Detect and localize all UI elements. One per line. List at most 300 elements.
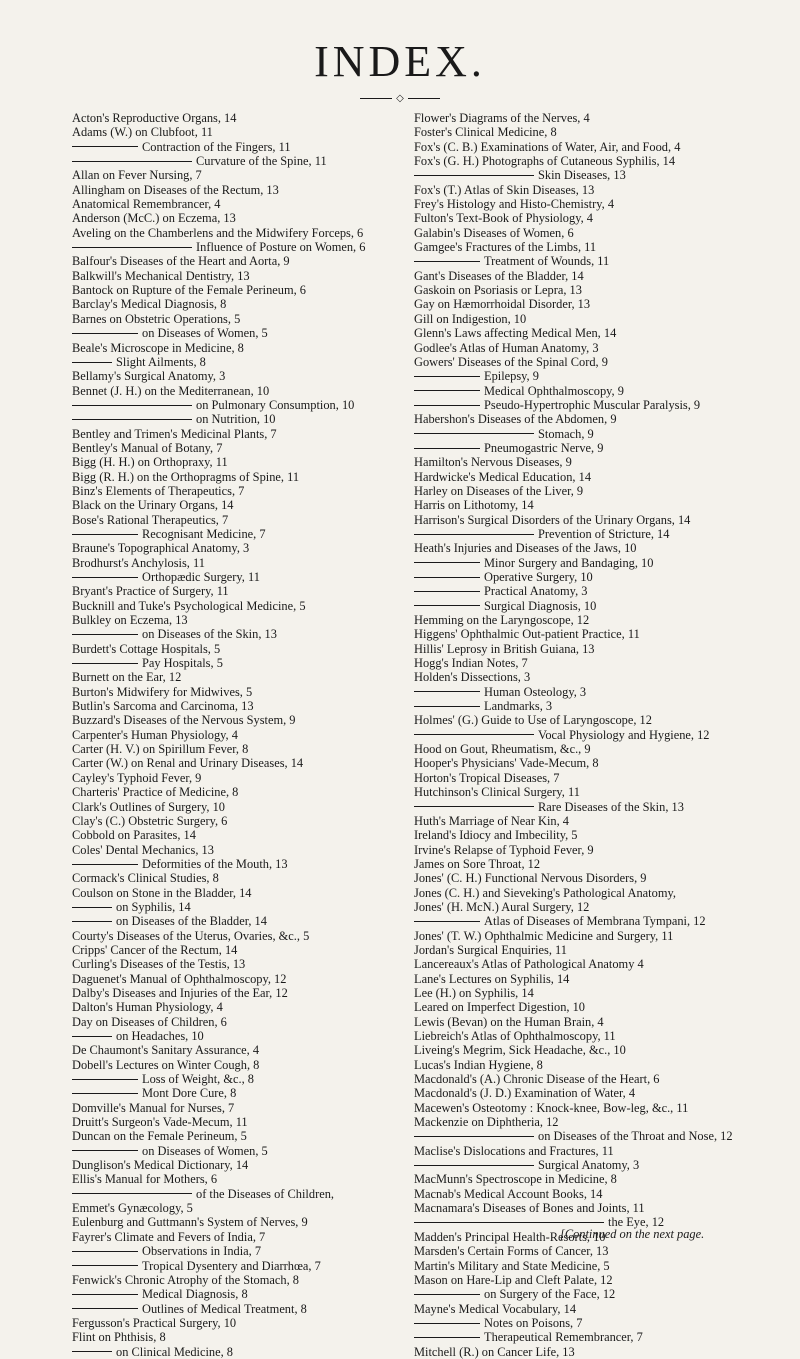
index-entry-text: Gaskoin on Psoriasis or Lepra, 13 xyxy=(414,283,582,298)
index-entry-text: Burton's Midwifery for Midwives, 5 xyxy=(72,684,253,699)
index-entry xyxy=(414,1101,766,1115)
ditto-rule xyxy=(72,362,112,363)
ditto-rule xyxy=(72,907,112,908)
ornament-rule-right xyxy=(408,98,440,99)
index-entry-text: Foster's Clinical Medicine, 8 xyxy=(414,125,557,140)
ditto-rule xyxy=(414,921,480,922)
index-entry-text: Liveing's Megrim, Sick Headache, &c., 10 xyxy=(414,1043,626,1058)
index-entry xyxy=(414,1172,766,1186)
index-entry xyxy=(72,484,392,498)
index-entry-text: Braune's Topographical Anatomy, 3 xyxy=(72,541,250,556)
index-entry xyxy=(72,527,392,541)
index-entry xyxy=(72,355,392,369)
index-entry xyxy=(72,183,392,197)
index-entry-text: Mackenzie on Diphtheria, 12 xyxy=(414,1115,559,1130)
index-entry-text: Cayley's Typhoid Fever, 9 xyxy=(72,770,202,785)
index-entry xyxy=(72,226,392,240)
index-entry-text: Cobbold on Parasites, 14 xyxy=(72,828,196,843)
ditto-rule xyxy=(414,1222,604,1223)
index-entry xyxy=(72,584,392,598)
index-entry-text: Harrison's Surgical Disorders of the Urinary Organs, 14 xyxy=(414,512,691,527)
index-entry-text: Slight Ailments, 8 xyxy=(116,354,206,369)
index-entry-text: Daguenet's Manual of Ophthalmoscopy, 12 xyxy=(72,971,287,986)
index-entry xyxy=(72,957,392,971)
index-entry xyxy=(414,498,766,512)
index-entry-text: Allingham on Diseases of the Rectum, 13 xyxy=(72,182,279,197)
index-entry xyxy=(414,326,766,340)
index-entry-text: on Surgery of the Face, 12 xyxy=(484,1287,616,1302)
index-entry xyxy=(72,1172,392,1186)
index-entry xyxy=(414,929,766,943)
index-entry xyxy=(72,283,392,297)
index-entry-text: Fox's (G. H.) Photographs of Cutaneous Syphilis, 14 xyxy=(414,154,676,169)
index-entry-text: Bennet (J. H.) on the Mediterranean, 10 xyxy=(72,383,270,398)
index-entry xyxy=(414,341,766,355)
index-entry xyxy=(72,1086,392,1100)
index-entry xyxy=(72,843,392,857)
index-entry xyxy=(414,986,766,1000)
index-entry xyxy=(72,240,392,254)
ditto-rule xyxy=(414,390,480,391)
index-entry-text: Hamilton's Nervous Diseases, 9 xyxy=(414,455,572,470)
index-entry xyxy=(72,341,392,355)
index-entry xyxy=(72,685,392,699)
index-entry-text: Gamgee's Fractures of the Limbs, 11 xyxy=(414,240,597,255)
index-entry xyxy=(414,427,766,441)
ditto-rule xyxy=(414,577,480,578)
index-entry-text: Carter (H. V.) on Spirillum Fever, 8 xyxy=(72,742,249,757)
index-entry xyxy=(72,441,392,455)
index-entry-text: Stomach, 9 xyxy=(538,426,594,441)
ditto-rule xyxy=(414,1323,480,1324)
index-entry-text: on Diseases of Women, 5 xyxy=(142,326,268,341)
index-entry xyxy=(414,513,766,527)
index-entry xyxy=(72,326,392,340)
index-entry-text: Curling's Diseases of the Testis, 13 xyxy=(72,957,246,972)
ditto-rule xyxy=(414,734,534,735)
index-entry-text: Adams (W.) on Clubfoot, 11 xyxy=(72,125,213,140)
index-entry-text: on Diseases of the Skin, 13 xyxy=(142,627,277,642)
index-entry-text: Bose's Rational Therapeutics, 7 xyxy=(72,512,229,527)
index-entry-text: Emmet's Gynæcology, 5 xyxy=(72,1201,193,1216)
index-entry xyxy=(72,384,392,398)
index-entry xyxy=(414,412,766,426)
index-entry-text: Notes on Poisons, 7 xyxy=(484,1315,583,1330)
index-entry xyxy=(72,771,392,785)
index-entry xyxy=(414,771,766,785)
index-entry-text: Hogg's Indian Notes, 7 xyxy=(414,656,528,671)
index-entry-text: Binz's Elements of Therapeutics, 7 xyxy=(72,483,245,498)
index-entry xyxy=(414,1043,766,1057)
index-entry-text: Courty's Diseases of the Uterus, Ovaries, &c., 5 xyxy=(72,928,310,943)
index-entry-text: Day on Diseases of Children, 6 xyxy=(72,1014,227,1029)
index-entry xyxy=(72,498,392,512)
index-entry xyxy=(72,1144,392,1158)
index-entry-text: Barnes on Obstetric Operations, 5 xyxy=(72,311,241,326)
index-entry-text: Charteris' Practice of Medicine, 8 xyxy=(72,785,239,800)
index-entry-text: Deformities of the Mouth, 13 xyxy=(142,856,288,871)
index-entry-text: Buzzard's Diseases of the Nervous System, 9 xyxy=(72,713,296,728)
index-entry-text: Irvine's Relapse of Typhoid Fever, 9 xyxy=(414,842,594,857)
index-entry xyxy=(414,871,766,885)
index-entry xyxy=(414,556,766,570)
ditto-rule xyxy=(414,605,480,606)
index-entry-text: Fulton's Text-Book of Physiology, 4 xyxy=(414,211,593,226)
index-entry-text: Treatment of Wounds, 11 xyxy=(484,254,610,269)
index-entry xyxy=(414,1000,766,1014)
ditto-rule xyxy=(72,1150,138,1151)
ditto-rule xyxy=(72,419,192,420)
index-entry xyxy=(72,168,392,182)
index-entry xyxy=(72,427,392,441)
index-entry-text: Bellamy's Surgical Anatomy, 3 xyxy=(72,369,226,384)
index-entry-text: on Headaches, 10 xyxy=(116,1029,204,1043)
index-entry-text: Carpenter's Human Physiology, 4 xyxy=(72,727,238,742)
index-entry xyxy=(72,211,392,225)
index-entry-text: Hardwicke's Medical Education, 14 xyxy=(414,469,592,484)
index-entry-text: Balfour's Diseases of the Heart and Aorta, 9 xyxy=(72,254,290,269)
index-entry-text: Mason on Hare-Lip and Cleft Palate, 12 xyxy=(414,1272,613,1287)
index-entry-text: Macdonald's (A.) Chronic Disease of the Heart, 6 xyxy=(414,1072,660,1087)
index-entry xyxy=(72,728,392,742)
index-entry-text: Bigg (R. H.) on the Orthopragms of Spine, 11 xyxy=(72,469,300,484)
index-entry-text: Habershon's Diseases of the Abdomen, 9 xyxy=(414,412,617,427)
index-entry xyxy=(414,1244,766,1258)
index-entry-text: Anderson (McC.) on Eczema, 13 xyxy=(72,211,236,226)
index-entry-text: Bentley's Manual of Botany, 7 xyxy=(72,440,223,455)
index-entry-text: Fox's (T.) Atlas of Skin Diseases, 13 xyxy=(414,182,595,197)
index-entry-text: Ireland's Idiocy and Imbecility, 5 xyxy=(414,828,578,843)
index-entry-text: Huth's Marriage of Near Kin, 4 xyxy=(414,813,570,828)
page-title: INDEX. xyxy=(314,37,486,86)
index-entry xyxy=(72,297,392,311)
index-entry-text: Maclise's Dislocations and Fractures, 11 xyxy=(414,1143,614,1158)
index-entry xyxy=(414,254,766,268)
index-entry xyxy=(414,154,766,168)
index-entry-text: Pay Hospitals, 5 xyxy=(142,656,223,671)
index-entry-text: Glenn's Laws affecting Medical Men, 14 xyxy=(414,326,617,341)
ditto-rule xyxy=(72,247,192,248)
index-entry xyxy=(72,1158,392,1172)
index-entry-text: Dalby's Diseases and Injuries of the Ear, 12 xyxy=(72,985,288,1000)
ditto-rule xyxy=(414,448,480,449)
ditto-rule xyxy=(72,333,138,334)
index-entry-text: Hood on Gout, Rheumatism, &c., 9 xyxy=(414,742,591,757)
index-entry xyxy=(414,943,766,957)
index-entry-text: the Eye, 12 xyxy=(608,1215,665,1230)
index-entry xyxy=(72,656,392,670)
index-entry-text: MacMunn's Spectroscope in Medicine, 8 xyxy=(414,1172,617,1187)
index-entry xyxy=(414,111,766,125)
ditto-rule xyxy=(414,806,534,807)
index-entry-text: Higgens' Ophthalmic Out-patient Practice, 11 xyxy=(414,627,640,642)
index-entry xyxy=(414,627,766,641)
index-entry-text: Pseudo-Hypertrophic Muscular Paralysis, 9 xyxy=(484,397,701,412)
index-entry-text: Marsden's Certain Forms of Cancer, 13 xyxy=(414,1244,609,1259)
index-entry xyxy=(72,943,392,957)
ditto-rule xyxy=(414,691,480,692)
index-entry xyxy=(414,656,766,670)
index-entry xyxy=(414,470,766,484)
index-entry-text: Horton's Tropical Diseases, 7 xyxy=(414,770,560,785)
index-entry xyxy=(414,728,766,742)
index-entry xyxy=(72,154,392,168)
index-entry-text: De Chaumont's Sanitary Assurance, 4 xyxy=(72,1043,260,1058)
index-entry xyxy=(414,756,766,770)
index-entry xyxy=(414,685,766,699)
index-entry-text: Holden's Dissections, 3 xyxy=(414,670,531,685)
ditto-rule xyxy=(414,405,480,406)
index-entry-text: Harris on Lithotomy, 14 xyxy=(414,498,534,513)
index-entry xyxy=(414,570,766,584)
index-entry-text: Practical Anatomy, 3 xyxy=(484,584,588,599)
ditto-rule xyxy=(72,1036,112,1037)
index-entry xyxy=(72,670,392,684)
index-entry xyxy=(72,541,392,555)
index-entry xyxy=(414,914,766,928)
index-entry-text: Jones' (C. H.) Functional Nervous Disorders, 9 xyxy=(414,871,647,886)
index-entry-text: Dunglison's Medical Dictionary, 14 xyxy=(72,1158,249,1173)
ditto-rule xyxy=(414,1294,480,1295)
index-entry-text: Minor Surgery and Bandaging, 10 xyxy=(484,555,654,570)
ditto-rule xyxy=(72,1294,138,1295)
ditto-rule xyxy=(72,1265,138,1266)
index-entry xyxy=(414,599,766,613)
ditto-rule xyxy=(414,562,480,563)
index-entry xyxy=(414,742,766,756)
index-entry-text: Vocal Physiology and Hygiene, 12 xyxy=(538,727,710,742)
index-entry xyxy=(414,1158,766,1172)
index-entry xyxy=(414,814,766,828)
index-entry-text: Flower's Diagrams of the Nerves, 4 xyxy=(414,111,590,125)
index-entry xyxy=(72,857,392,871)
index-entry-text: Coulson on Stone in the Bladder, 14 xyxy=(72,885,252,900)
index-entry-text: Dobell's Lectures on Winter Cough, 8 xyxy=(72,1057,260,1072)
index-entry xyxy=(72,1000,392,1014)
index-entry xyxy=(414,900,766,914)
index-entry xyxy=(72,1273,392,1287)
ditto-rule xyxy=(414,1136,534,1137)
index-entry-text: Contraction of the Fingers, 11 xyxy=(142,139,291,154)
index-entry xyxy=(414,1316,766,1330)
index-entry xyxy=(414,1072,766,1086)
ditto-rule xyxy=(72,1351,112,1352)
index-entry xyxy=(72,513,392,527)
index-entry xyxy=(414,211,766,225)
index-entry xyxy=(72,470,392,484)
ditto-rule xyxy=(414,706,480,707)
index-entry xyxy=(414,1201,766,1215)
index-entry xyxy=(414,828,766,842)
index-entry xyxy=(72,1029,392,1043)
index-entry xyxy=(414,642,766,656)
index-entry-text: on Diseases of Women, 5 xyxy=(142,1143,268,1158)
index-entry-text: Jones' (T. W.) Ophthalmic Medicine and Surgery, 11 xyxy=(414,928,674,943)
index-entry-text: Jones' (H. McN.) Aural Surgery, 12 xyxy=(414,899,590,914)
index-entry-text: Fergusson's Practical Surgery, 10 xyxy=(72,1315,237,1330)
index-entry xyxy=(414,226,766,240)
index-entry xyxy=(414,699,766,713)
index-entry-text: Epilepsy, 9 xyxy=(484,369,539,384)
ditto-rule xyxy=(72,161,192,162)
ditto-rule xyxy=(414,591,480,592)
index-entry xyxy=(72,369,392,383)
index-entry xyxy=(72,455,392,469)
index-entry xyxy=(72,140,392,154)
index-entry xyxy=(414,1259,766,1273)
index-entry-text: Mitchell (R.) on Cancer Life, 13 xyxy=(414,1344,575,1359)
ditto-rule xyxy=(414,534,534,535)
index-entry xyxy=(414,1058,766,1072)
index-entry-text: Lane's Lectures on Syphilis, 14 xyxy=(414,971,570,986)
index-entry-text: on Nutrition, 10 xyxy=(196,412,276,427)
index-entry xyxy=(72,1187,392,1201)
index-entry-text: Jordan's Surgical Enquiries, 11 xyxy=(414,942,567,957)
index-entry xyxy=(414,843,766,857)
ditto-rule xyxy=(72,534,138,535)
index-entry-text: on Diseases of the Throat and Nose, 12 xyxy=(538,1129,733,1144)
index-entry-text: Mont Dore Cure, 8 xyxy=(142,1086,237,1101)
index-entry xyxy=(414,1115,766,1129)
index-entry xyxy=(414,197,766,211)
index-entry-text: Bentley and Trimen's Medicinal Plants, 7 xyxy=(72,426,277,441)
index-entry-text: Eulenburg and Guttmann's System of Nerves, 9 xyxy=(72,1215,308,1230)
index-entry xyxy=(72,269,392,283)
ditto-rule xyxy=(72,1093,138,1094)
index-entry xyxy=(72,642,392,656)
ditto-rule xyxy=(72,1193,192,1194)
index-entry-text: Jones (C. H.) and Sieveking's Pathological Anatomy, xyxy=(414,885,676,900)
index-entry-text: Observations in India, 7 xyxy=(142,1244,262,1259)
index-entry xyxy=(72,312,392,326)
index-entry-text: Therapeutical Remembrancer, 7 xyxy=(484,1330,643,1345)
index-entry-text: Clark's Outlines of Surgery, 10 xyxy=(72,799,225,814)
index-entry-text: Skin Diseases, 13 xyxy=(538,168,626,183)
index-entry-text: Lee (H.) on Syphilis, 14 xyxy=(414,985,534,1000)
index-entry xyxy=(72,900,392,914)
index-entry xyxy=(414,1144,766,1158)
index-entry xyxy=(72,699,392,713)
index-entry xyxy=(414,312,766,326)
index-entry-text: Macewen's Osteotomy : Knock-knee, Bow-leg, &c., 11 xyxy=(414,1100,689,1115)
index-entry-text: Macnab's Medical Account Books, 14 xyxy=(414,1186,603,1201)
index-entry xyxy=(414,297,766,311)
index-entry-text: Liebreich's Atlas of Ophthalmoscopy, 11 xyxy=(414,1029,616,1043)
index-entry xyxy=(72,1201,392,1215)
ditto-rule xyxy=(414,433,534,434)
index-entry xyxy=(72,742,392,756)
index-entry xyxy=(72,1072,392,1086)
index-entry-text: Heath's Injuries and Diseases of the Jaws, 10 xyxy=(414,541,637,556)
index-entry-text: on Clinical Medicine, 8 xyxy=(116,1344,233,1359)
index-entry xyxy=(72,828,392,842)
index-entry-text: Tropical Dysentery and Diarrhœa, 7 xyxy=(142,1258,321,1273)
index-entry xyxy=(414,800,766,814)
index-entry xyxy=(414,125,766,139)
ditto-rule xyxy=(414,261,480,262)
index-entry xyxy=(72,756,392,770)
index-entry-text: Prevention of Stricture, 14 xyxy=(538,526,670,541)
index-entry xyxy=(72,1302,392,1316)
index-entry xyxy=(414,1287,766,1301)
title-ornament xyxy=(360,95,440,103)
index-entry xyxy=(414,713,766,727)
index-entry-text: Burnett on the Ear, 12 xyxy=(72,670,182,685)
index-entry-text: Hillis' Leprosy in British Guiana, 13 xyxy=(414,641,595,656)
index-entry xyxy=(72,111,392,125)
index-entry-text: of the Diseases of Children, xyxy=(196,1186,334,1201)
index-entry-text: Ellis's Manual for Mothers, 6 xyxy=(72,1172,218,1187)
index-entry xyxy=(414,484,766,498)
index-entry-text: Cripps' Cancer of the Rectum, 14 xyxy=(72,942,238,957)
index-entry-text: Coles' Dental Mechanics, 13 xyxy=(72,842,214,857)
index-entry-text: Mayne's Medical Vocabulary, 14 xyxy=(414,1301,577,1316)
index-entry-text: on Syphilis, 14 xyxy=(116,899,191,914)
index-entry xyxy=(414,1015,766,1029)
index-entry-text: Allan on Fever Nursing, 7 xyxy=(72,168,202,183)
index-entry-text: Aveling on the Chamberlens and the Midwifery Forceps, 6 xyxy=(72,225,364,240)
index-entry-text: Brodhurst's Anchylosis, 11 xyxy=(72,555,205,570)
index-entry-text: Dalton's Human Physiology, 4 xyxy=(72,1000,223,1015)
index-entry-text: Domville's Manual for Nurses, 7 xyxy=(72,1100,235,1115)
ditto-rule xyxy=(414,376,480,377)
index-entry-text: Harley on Diseases of the Liver, 9 xyxy=(414,483,584,498)
index-entry xyxy=(72,556,392,570)
index-entry-text: Clay's (C.) Obstetric Surgery, 6 xyxy=(72,813,228,828)
index-entry xyxy=(414,441,766,455)
index-entry-text: Balkwill's Mechanical Dentistry, 13 xyxy=(72,268,250,283)
index-entry-text: Hemming on the Laryngoscope, 12 xyxy=(414,613,590,628)
index-entry xyxy=(414,1086,766,1100)
index-entry-text: Black on the Urinary Organs, 14 xyxy=(72,498,234,513)
index-column-right xyxy=(414,111,766,1359)
index-entry-text: Fenwick's Chronic Atrophy of the Stomach, 8 xyxy=(72,1272,299,1287)
index-entry xyxy=(414,269,766,283)
index-entry-text: Cormack's Clinical Studies, 8 xyxy=(72,871,219,886)
index-entry xyxy=(72,1316,392,1330)
index-entry xyxy=(414,1187,766,1201)
index-entry xyxy=(414,541,766,555)
index-entry-text: Gowers' Diseases of the Spinal Cord, 9 xyxy=(414,354,608,369)
index-entry-text: Outlines of Medical Treatment, 8 xyxy=(142,1301,307,1316)
index-entry-text: Human Osteology, 3 xyxy=(484,684,587,699)
index-entry xyxy=(414,355,766,369)
diamond-icon: ◇ xyxy=(396,93,404,104)
index-entry xyxy=(72,1287,392,1301)
index-entry-text: Bantock on Rupture of the Female Perineum, 6 xyxy=(72,283,306,298)
index-entry-text: Galabin's Diseases of Women, 6 xyxy=(414,225,574,240)
index-entry xyxy=(414,1029,766,1043)
index-entry-text: Burdett's Cottage Hospitals, 5 xyxy=(72,641,221,656)
index-entry xyxy=(72,1215,392,1229)
index-entry-text: Influence of Posture on Women, 6 xyxy=(196,240,366,255)
ditto-rule xyxy=(72,921,112,922)
index-entry-text: Macdonald's (J. D.) Examination of Water, 4 xyxy=(414,1086,636,1101)
index-entry xyxy=(414,398,766,412)
ditto-rule xyxy=(72,146,138,147)
ditto-rule xyxy=(72,577,138,578)
ditto-rule xyxy=(414,1337,480,1338)
ditto-rule xyxy=(72,1079,138,1080)
index-entry xyxy=(414,584,766,598)
index-entry xyxy=(414,527,766,541)
ditto-rule xyxy=(72,1308,138,1309)
index-entry-text: Fox's (C. B.) Examinations of Water, Air, and Food, 4 xyxy=(414,139,681,154)
index-entry xyxy=(72,1244,392,1258)
index-entry xyxy=(72,871,392,885)
index-entry xyxy=(72,986,392,1000)
index-entry xyxy=(72,1129,392,1143)
